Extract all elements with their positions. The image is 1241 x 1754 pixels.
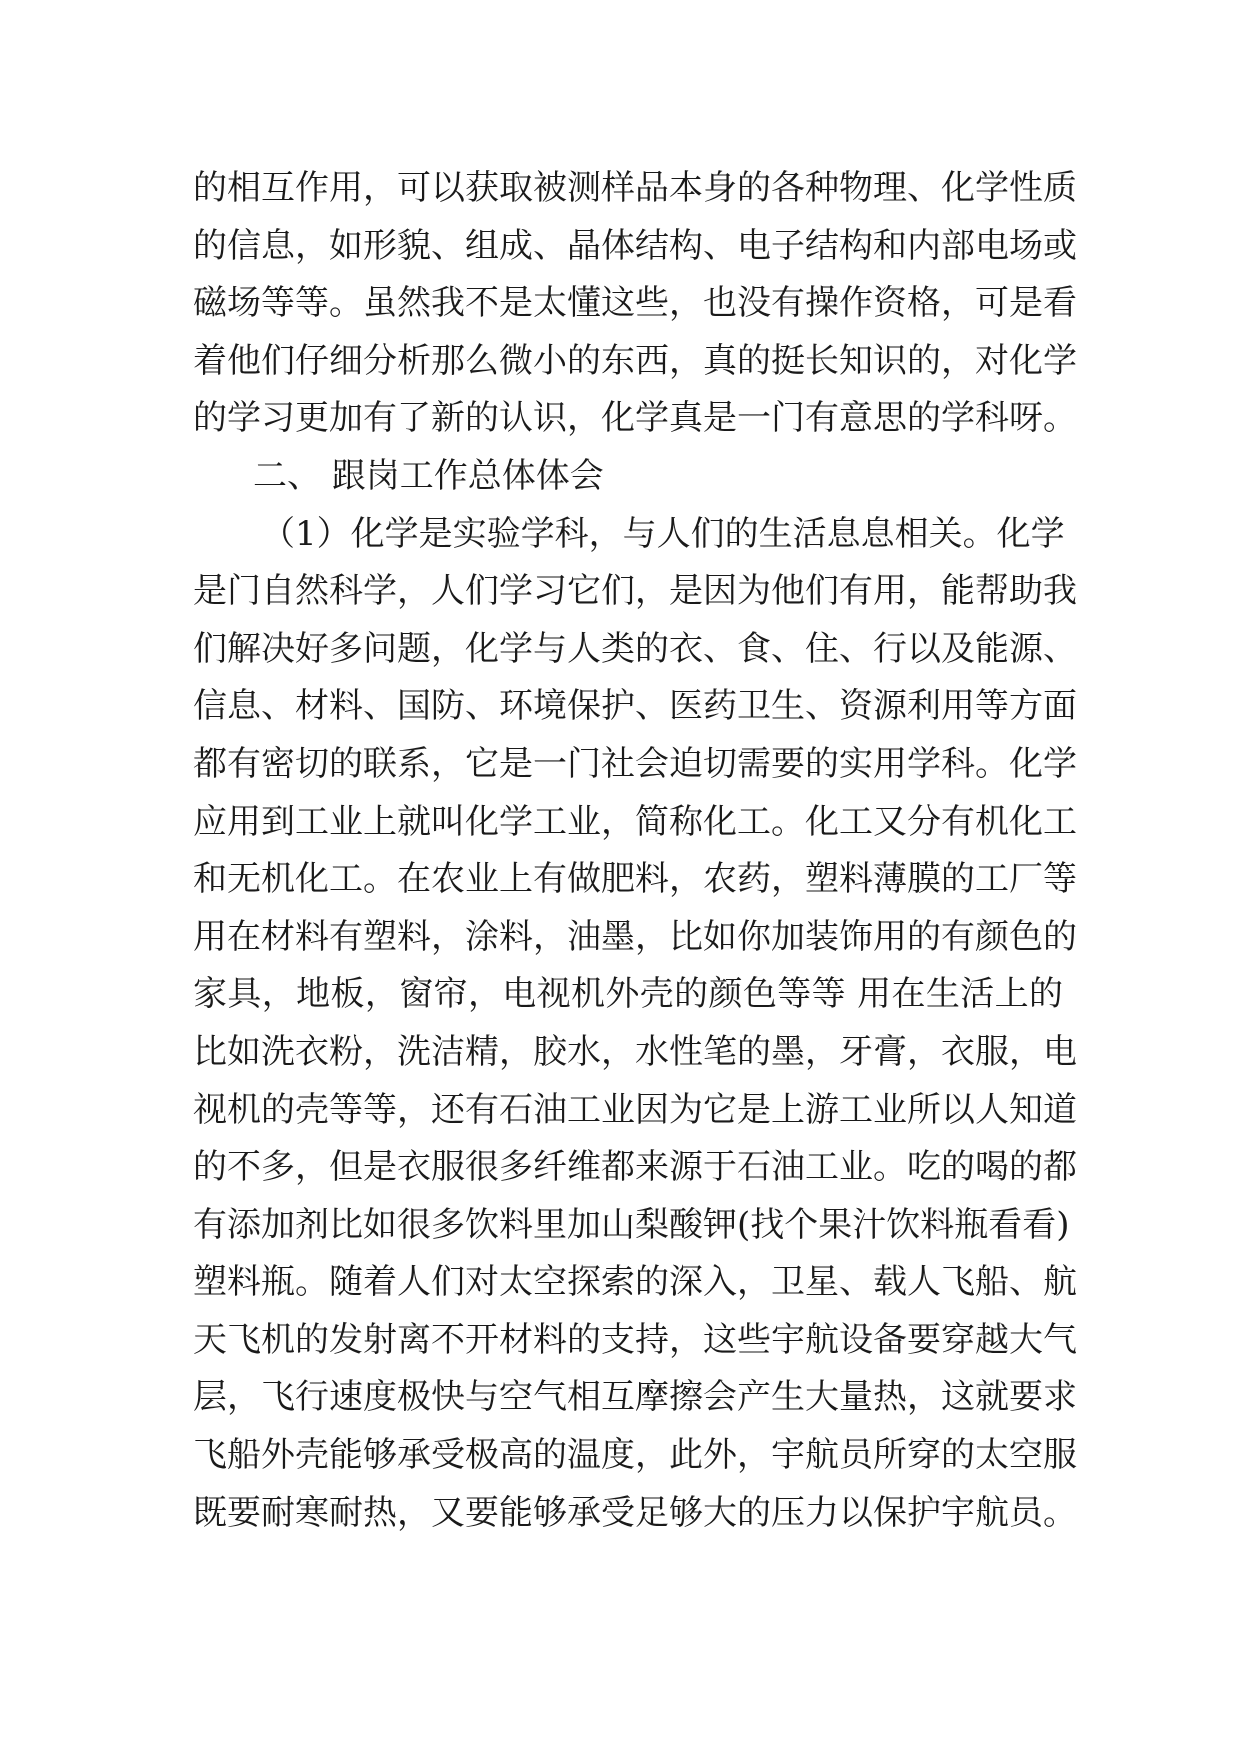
text-line-20: 塑料瓶。随着人们对太空探索的深入，卫星、载人飞船、航 [193,1262,1077,1303]
text-line-18: 的不多，但是衣服很多纤维都来源于石油工业。吃的喝的都 [193,1147,1077,1188]
text-line-3: 磁场等等。虽然我不是太懂这些，也没有操作资格，可是看 [193,283,1077,324]
text-line-9: 们解决好多问题，化学与人类的衣、食、住、行以及能源、 [193,628,1077,669]
text-line-11: 都有密切的联系，它是一门社会迫切需要的实用学科。化学 [193,743,1077,784]
text-line-4: 着他们仔细分析那么微小的东西，真的挺长知识的，对化学 [193,340,1077,381]
text-line-17: 视机的壳等等，还有石油工业因为它是上游工业所以人知道 [193,1089,1077,1130]
text-line-13: 和无机化工。在农业上有做肥料，农药，塑料薄膜的工厂等 [193,859,1077,900]
text-line-22: 层，飞行速度极快与空气相互摩擦会产生大量热，这就要求 [193,1377,1077,1418]
text-line-19: 有添加剂比如很多饮料里加山梨酸钾(找个果汁饮料瓶看看) [193,1204,1070,1245]
text-line-16: 比如洗衣粉，洗洁精，胶水，水性笔的墨，牙膏，衣服，电 [193,1031,1077,1072]
paragraph-first-line: （1）化学是实验学科，与人们的生活息息相关。化学 [261,513,1065,554]
document-body [193,160,1077,1542]
text-line-1: 的相互作用，可以获取被测样品本身的各种物理、化学性质 [193,168,1077,208]
section-heading: 二、 跟岗工作总体体会 [253,455,604,496]
text-line-21: 天飞机的发射离不开材料的支持，这些宇航设备要穿越大气 [193,1319,1077,1360]
text-line-2: 的信息，如形貌、组成、晶体结构、电子结构和内部电场或 [193,225,1077,266]
text-line-8: 是门自然科学，人们学习它们，是因为他们有用，能帮助我 [193,571,1077,612]
text-line-15: 家具，地板，窗帘，电视机外壳的颜色等等 用在生活上的 [193,974,1063,1015]
text-line-23: 飞船外壳能够承受极高的温度，此外，宇航员所穿的太空服 [193,1435,1077,1476]
text-line-12: 应用到工业上就叫化学工业，简称化工。化工又分有机化工 [193,801,1077,842]
text-line-10: 信息、材料、国防、环境保护、医药卫生、资源利用等方面 [193,686,1077,727]
text-line-5: 的学习更加有了新的认识，化学真是一门有意思的学科呀。 [193,398,1077,439]
text-line-14: 用在材料有塑料，涂料，油墨，比如你加装饰用的有颜色的 [193,916,1077,957]
text-line-24: 既要耐寒耐热，又要能够承受足够大的压力以保护宇航员。 [193,1492,1077,1533]
